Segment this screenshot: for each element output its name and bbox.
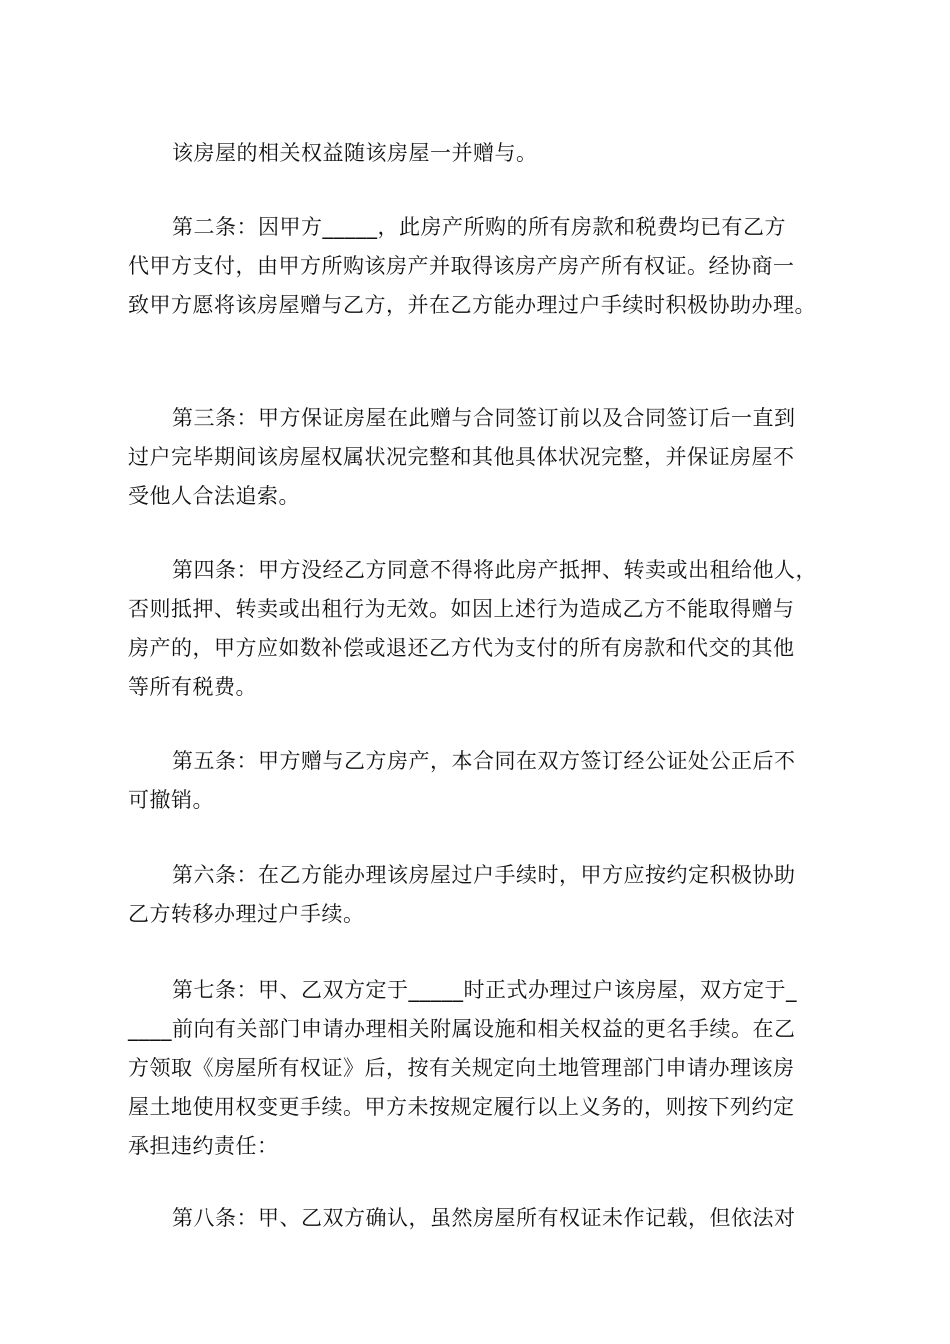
paragraph-line: 第二条：因甲方_____，此房产所购的所有房款和税费均已有乙方 (172, 215, 786, 239)
paragraph-line: 第六条：在乙方能办理该房屋过户手续时，甲方应按约定积极协助 (172, 863, 796, 887)
paragraph-line: 方领取《房屋所有权证》后，按有关规定向土地管理部门申请办理该房 (128, 1056, 795, 1080)
paragraph-line: 房产的，甲方应如数补偿或退还乙方代为支付的所有房款和代交的其他 (128, 636, 795, 660)
paragraph-article-5 (128, 742, 828, 820)
paragraph-article-6 (128, 856, 828, 934)
paragraph-line: 否则抵押、转卖或出租行为无效。如因上述行为造成乙方不能取得赠与 (128, 597, 795, 621)
paragraph-line: 可撤销。 (128, 788, 214, 812)
paragraph-line: 过户完毕期间该房屋权属状况完整和其他具体状况完整，并保证房屋不 (128, 445, 795, 469)
paragraph-line: 第八条：甲、乙双方确认，虽然房屋所有权证未作记载，但依法对 (172, 1206, 796, 1230)
paragraph-line: 等所有税费。 (128, 675, 257, 699)
paragraph-line: 屋土地使用权变更手续。甲方未按规定履行以上义务的，则按下列约定 (128, 1095, 795, 1119)
paragraph-line: 受他人合法追索。 (128, 484, 300, 508)
paragraph-article-4 (128, 551, 828, 707)
paragraph-line: 该房屋的相关权益随该房屋一并赠与。 (172, 141, 538, 165)
paragraph-article-7 (128, 971, 828, 1166)
paragraph-rights (128, 134, 828, 173)
paragraph-line: 乙方转移办理过户手续。 (128, 902, 365, 926)
paragraph-article-2 (128, 208, 828, 325)
paragraph-line: 第三条：甲方保证房屋在此赠与合同签订前以及合同签订后一直到 (172, 406, 796, 430)
paragraph-line: ____前向有关部门申请办理相关附属设施和相关权益的更名手续。在乙 (128, 1017, 796, 1041)
paragraph-article-8 (128, 1199, 828, 1238)
paragraph-line: 第五条：甲方赠与乙方房产，本合同在双方签订经公证处公正后不 (172, 749, 796, 773)
paragraph-line: 第七条：甲、乙双方定于_____时正式办理过户该房屋，双方定于_ (172, 978, 797, 1002)
paragraph-line: 承担违约责任： (128, 1134, 279, 1158)
paragraph-article-3 (128, 399, 828, 516)
paragraph-line: 代甲方支付，由甲方所购该房产并取得该房产房产所有权证。经协商一 (128, 254, 795, 278)
paragraph-line: 第四条：甲方没经乙方同意不得将此房产抵押、转卖或出租给他人， (172, 558, 817, 582)
paragraph-line: 致甲方愿将该房屋赠与乙方，并在乙方能办理过户手续时积极协助办理。 (128, 293, 816, 317)
